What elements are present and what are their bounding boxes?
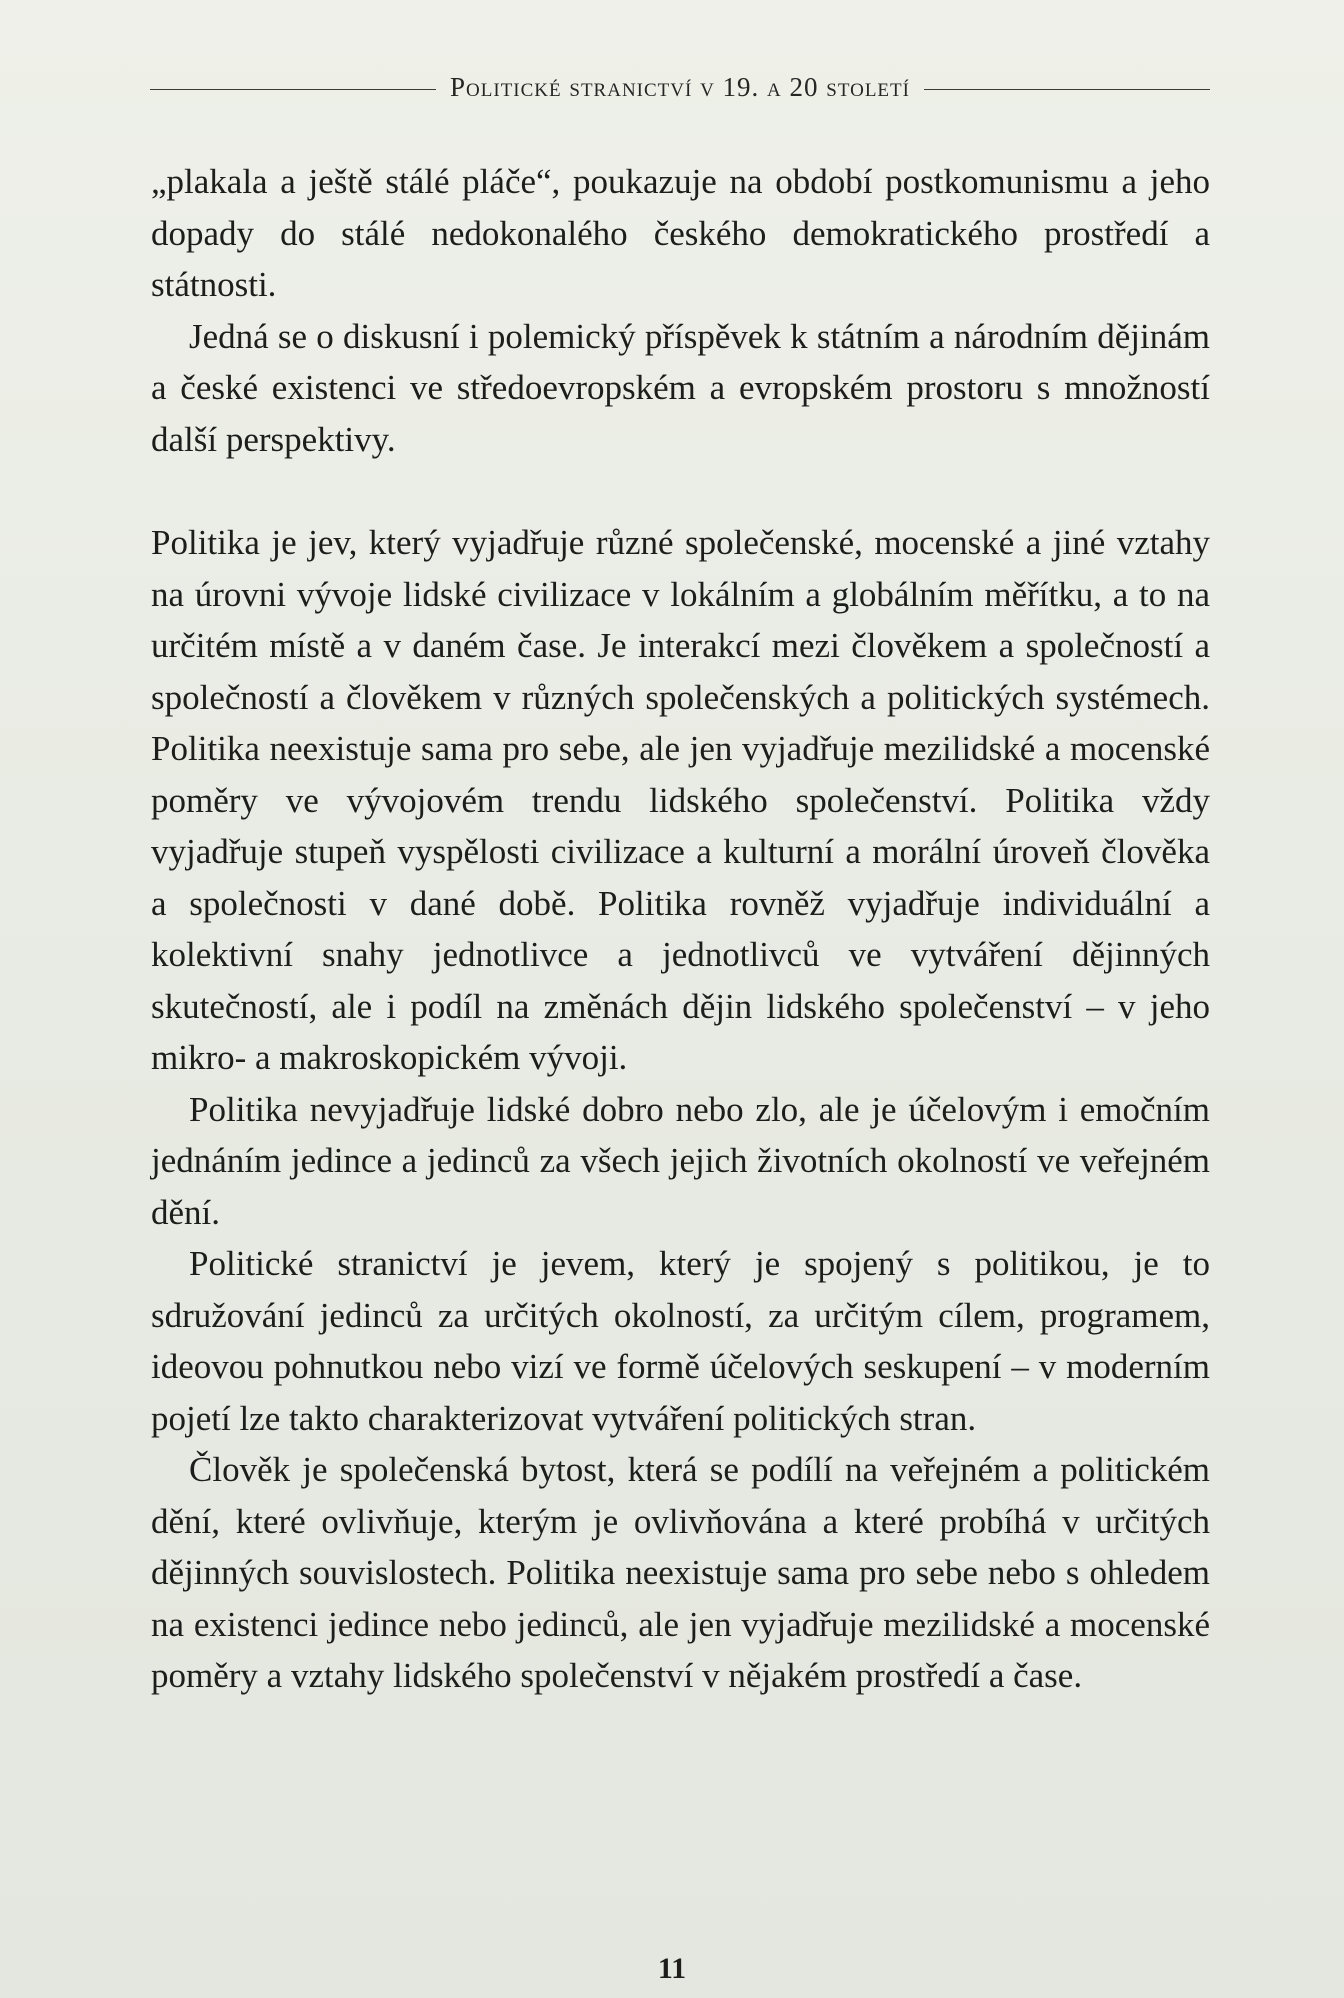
- paragraph: Jedná se o diskusní i polemický příspěvek k státním a národním dějinám a české existenci ve středoevropském a evropském prostoru s množností další perspektivy.: [151, 316, 1210, 459]
- paragraph: Člověk je společenská bytost, která se podílí na veřejném a politickém dění, které ovlivňuje, kterým je ovlivňována a které probíhá v určitých dějinných souvislostech. Politika neexistuje sama pro sebe nebo s ohledem na existenci jedince nebo jedinců, ale jen vyjadřuje mezilidské a mocenské poměry a vztahy lidského společenství v nějakém prostředí a čase.: [151, 1450, 1210, 1695]
- paragraph-section-start: Politika je jev, který vyjadřuje různé společenské, mocenské a jiné vztahy na úrovni vývoje lidské civilizace v lokálním a globálním měřítku, a to na určitém místě a v daném čase. Je interakcí mezi člověkem a společností a společností a člověkem v různých společenských a politických systémech. Politika neexistuje sama pro sebe, ale jen vyjadřuje mezilidské a mocenské poměry ve vývojovém trendu lidského společenství. Politika vždy vyjadřuje stupeň vyspělosti civilizace a kulturní a morální úroveň člověka a společnosti v dané době. Politika rovněž vyjadřuje individuální a kolektivní snahy jednotlivce a jednotlivců ve vytváření dějinných skutečností, ale i podíl na změnách dějin lidského společenství – v jeho mikro- a makroskopickém vývoji.: [151, 523, 1210, 1077]
- running-head-title: Politické stranictví v 19. a 20 století: [450, 72, 910, 102]
- running-head-rule-left: [150, 89, 436, 90]
- paragraph: Politika nevyjadřuje lidské dobro nebo zlo, ale je účelovým i emočním jednáním jedince a jedinců za všech jejich životních okolností ve veřejném dění.: [151, 1089, 1210, 1232]
- body-text: [151, 156, 1210, 1702]
- running-head: [150, 72, 1210, 103]
- paragraph-continuation: „plakala a ještě stálé pláče“, poukazuje na období postkomunismu a jeho dopady do stálé nedokonalého českého demokratického prostředí a státnosti.: [151, 162, 1210, 304]
- running-head-rule-right: [924, 89, 1210, 90]
- page-number: 11: [657, 1952, 687, 1985]
- paragraph: Politické stranictví je jevem, který je spojený s politikou, je to sdružování jedinců za určitých okolností, za určitým cílem, programem, ideovou pohnutkou nebo vizí ve formě účelových seskupení – v moderním pojetí lze takto charakterizovat vytváření politických stran.: [151, 1244, 1210, 1438]
